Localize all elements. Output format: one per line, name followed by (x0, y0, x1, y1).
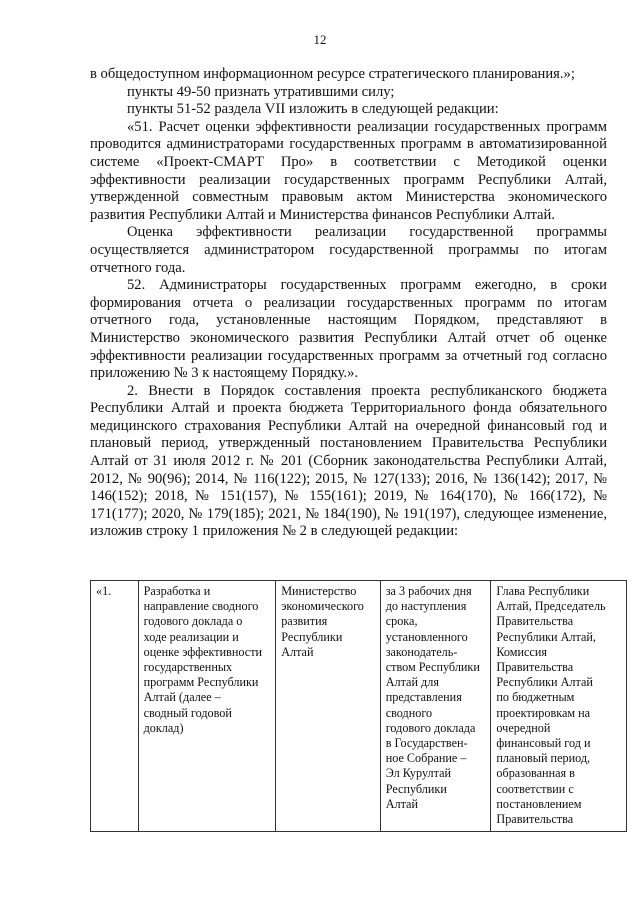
amendment-table (90, 580, 627, 832)
table-row (91, 581, 627, 832)
paragraph-2: пункты 49-50 признать утратившими силу; (127, 83, 395, 100)
table-cell-executor: Министерство экономического развития Республики Алтай (276, 581, 381, 832)
table-cell-action: Разработка и направление сводного годового доклада о ходе реализации и оценке эффективности государственных программ Республики Алтай (далее – сводный годовой доклад) (138, 581, 276, 832)
paragraph-7: 2. Внести в Порядок составления проекта республиканского бюджета Республики Алтай и проекта бюджета Территориального фонда обязательного медицинского страхования Республики Алтай на очередной финансовый год и плановый период, утвержденный постановлением Правительства Республики Алтай от 31 июля 2012 г. № 201 (Сборник законодательства Республики Алтай, 2012, № 90(96); 2014, № 116(122); 2015, № 127(133); 2016, № 136(142); 2017, № 146(152); 2018, № 151(157), № 155(161); 2019, № 164(170), № 166(172), № 171(177); 2020, № 179(185); 2021, № 184(190), № 191(197), следующее изменение, изложив строку 1 приложения № 2 в следующей редакции: (90, 382, 607, 540)
paragraph-5: Оценка эффективности реализации государственной программы осуществляется администратором государственной программы по итогам отчетного года. (90, 224, 607, 276)
paragraph-4: «51. Расчет оценки эффективности реализации государственных программ проводится администраторами государственных программ в автоматизированной системе «Проект-СМАРТ Про» в соответствии с Методикой оценки эффективности реализации государственных программ Республики Алтай, утвержденной совместным правовым актом Министерства экономического развития Республики Алтай и Министерства финансов Республики Алтай. (90, 118, 607, 223)
paragraph-6: 52. Администраторы государственных программ ежегодно, в сроки формирования отчета о реализации государственных программ по итогам отчетного года, установленные настоящим Порядком, представляют в Министерство экономического развития Республики Алтай отчет об оценке эффективности реализации государственных программ за отчетный год согласно приложению № 3 к настоящему Порядку.». (90, 277, 607, 382)
paragraph-1: в общедоступном информационном ресурсе стратегического планирования.»; (90, 66, 575, 82)
paragraph-3: пункты 51-52 раздела VII изложить в следующей редакции: (127, 101, 499, 118)
document-body (90, 66, 607, 541)
table-cell-recipient: Глава Республики Алтай, Председатель Правительства Республики Алтай, Комиссия Правительства Республики Алтай по бюджетным проектировкам на очередной финансовый год и плановый период, образованная в соответствии с постановлением Правительства (491, 581, 627, 832)
table-cell-number: «1. (91, 581, 139, 832)
page-number: 12 (313, 32, 327, 47)
table-cell-deadline: за 3 рабочих дня до наступления срока, установленного законодатель- ством Республики Алтай для представления сводного годового доклада в Государствен- ное Собрание – Эл Курултай Республики Алтай (380, 581, 491, 832)
